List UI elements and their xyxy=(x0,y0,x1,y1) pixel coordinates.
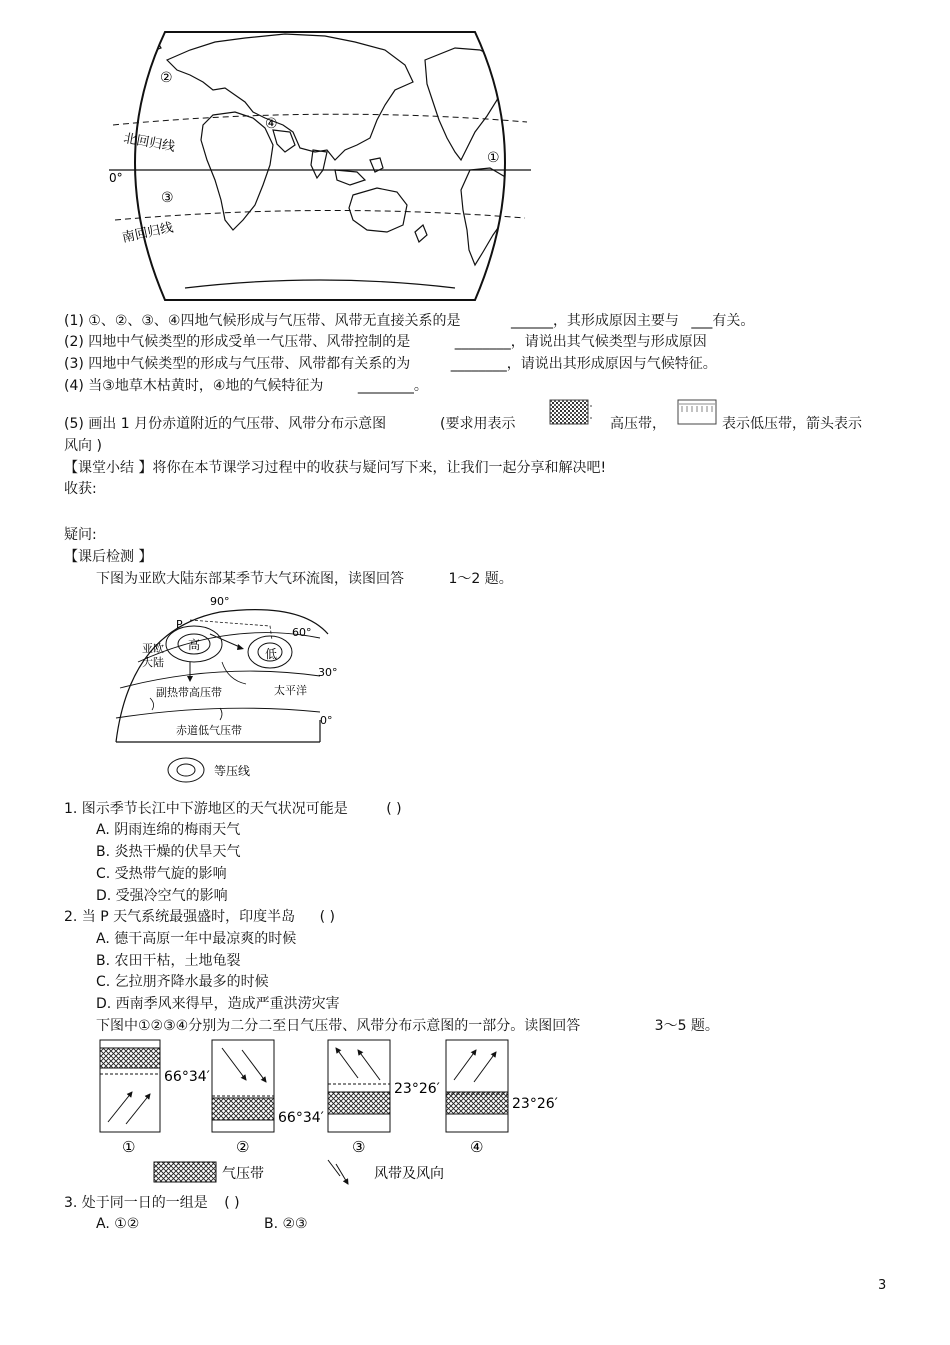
label-high: 高 xyxy=(188,638,201,652)
question-4: (4) 当③地草木枯黄时，④地的气候特征为 ________。 xyxy=(64,378,428,394)
after-class-intro: 下图为亚欧大陆东部某季节大气环流图，读图回答 1～2 题。 xyxy=(96,571,513,587)
mcq-2-option-c[interactable]: C. 乞拉朋齐降水最多的时候 xyxy=(96,974,269,990)
q2-blank[interactable]: ________ xyxy=(454,334,511,350)
label-lat90: 90° xyxy=(210,595,230,608)
marker-1: ① xyxy=(487,150,500,166)
legend-wind-belt: 风带及风向 xyxy=(374,1166,444,1182)
mcq-2-option-a[interactable]: A. 德干高原一年中最凉爽的时候 xyxy=(96,931,297,947)
marker-2: ② xyxy=(160,70,173,86)
mcq-2-option-d[interactable]: D. 西南季风来得早，造成严重洪涝灾害 xyxy=(96,996,340,1012)
north-america-outline xyxy=(425,48,505,160)
belt-panel-1 xyxy=(100,1040,160,1132)
q5-low-label: 表示低压带，箭头表示 xyxy=(722,416,862,432)
tropic-of-cancer-line xyxy=(113,114,527,125)
marker-3: ③ xyxy=(161,190,174,206)
label-isobar-legend: 等压线 xyxy=(214,764,251,778)
label-lat0: 0° xyxy=(320,714,333,727)
australia-outline xyxy=(349,188,407,232)
summary-doubt: 疑问: xyxy=(64,527,97,543)
label-lat-b: 66°34′ xyxy=(278,1110,324,1126)
q5-high-label: 高压带， xyxy=(610,416,666,432)
mcq-1-stem: 1. 图示季节长江中下游地区的天气状况可能是 ( ) xyxy=(64,801,402,817)
circulation-figure xyxy=(110,590,350,790)
marker-4: ④ xyxy=(265,116,278,132)
world-map-figure xyxy=(95,20,545,305)
summary-heading: 【课堂小结 】将你在本节课学习过程中的收获与疑问写下来，让我们一起分享和解决吧! xyxy=(64,460,607,476)
page-number: 3 xyxy=(878,1278,887,1293)
summary-gain: 收获: xyxy=(64,481,97,497)
q5-wind-direction: 风向 ) xyxy=(64,438,102,454)
mcq-1-option-c[interactable]: C. 受热带气旋的影响 xyxy=(96,866,227,882)
label-lat-a: 66°34′ xyxy=(164,1069,210,1085)
belt-panel-2 xyxy=(212,1040,274,1132)
label-lat-d: 23°26′ xyxy=(512,1096,558,1112)
label-lat-c: 23°26′ xyxy=(394,1081,440,1097)
label-lat30: 30° xyxy=(318,666,338,679)
panel-label-1: ① xyxy=(122,1138,136,1156)
pressure-belt-figure xyxy=(96,1036,576,1196)
label-pacific: 太平洋 xyxy=(274,684,307,697)
question-5: (5) 画出 1 月份赤道附近的气压带、风带分布示意图 xyxy=(64,416,387,432)
q1-blank-2[interactable]: ___ xyxy=(691,313,713,329)
panel-label-2: ② xyxy=(236,1138,250,1156)
mcq-1-option-d[interactable]: D. 受强冷空气的影响 xyxy=(96,888,228,904)
label-continent-1: 亚欧 xyxy=(142,642,164,655)
mcq-1-option-b[interactable]: B. 炎热干燥的伏旱天气 xyxy=(96,844,241,860)
mcq-1-option-a[interactable]: A. 阴雨连绵的梅雨天气 xyxy=(96,822,241,838)
mcq-2-option-b[interactable]: B. 农田干枯，土地龟裂 xyxy=(96,953,241,969)
label-lat60: 60° xyxy=(292,626,312,639)
q3-blank[interactable]: ________ xyxy=(450,356,507,372)
q5-requirement: (要求用表示 xyxy=(440,416,516,432)
mcq-3-option-a[interactable]: A. ①② xyxy=(96,1216,140,1232)
label-tropic-s: 南回归线 xyxy=(120,220,175,246)
map-frame xyxy=(135,32,505,300)
label-subtropical-high: 副热带高压带 xyxy=(156,686,222,699)
low-pressure-legend-icon xyxy=(676,398,720,428)
q1-blank-1[interactable]: ______ xyxy=(510,313,553,329)
label-equatorial-low: 赤道低气压带 xyxy=(176,724,242,737)
label-tropic-n: 北回归线 xyxy=(122,131,177,155)
high-pressure-legend-icon xyxy=(548,398,594,428)
after-class-heading: 【课后检测 】 xyxy=(64,549,153,565)
mcq-3-option-b[interactable]: B. ②③ xyxy=(264,1216,308,1232)
panel-label-3: ③ xyxy=(352,1138,366,1156)
question-1: (1) ①、②、③、④四地气候形成与气压带、风带无直接关系的是 ______，其形成原因主要与 ___有关。 xyxy=(64,313,755,329)
intro-2: 下图中①②③④分别为二分二至日气压带、风带分布示意图的一部分。读图回答 3～5 题。 xyxy=(96,1018,719,1034)
question-2: (2) 四地中气候类型的形成受单一气压带、风带控制的是 ________，请说出其气候类型与形成原因 xyxy=(64,334,707,350)
panel-label-4: ④ xyxy=(470,1138,484,1156)
question-3: (3) 四地中气候类型的形成与气压带、风带都有关系的为 ________，请说出其形成原因与气候特征。 xyxy=(64,356,717,372)
label-p: P xyxy=(176,618,183,631)
legend-pressure-belt: 气压带 xyxy=(222,1166,264,1182)
mcq-3-stem: 3. 处于同一日的一组是 ( ) xyxy=(64,1195,240,1211)
belt-panel-3 xyxy=(328,1040,390,1132)
label-low: 低 xyxy=(265,647,278,661)
eurasia-outline xyxy=(167,34,413,160)
label-equator: 0° xyxy=(109,171,123,185)
label-continent-2: 大陆 xyxy=(142,656,164,669)
q4-blank[interactable]: ________ xyxy=(357,378,414,394)
mcq-2-stem: 2. 当 P 天气系统最强盛时，印度半岛 ( ) xyxy=(64,909,335,925)
belt-panel-4 xyxy=(446,1040,508,1132)
